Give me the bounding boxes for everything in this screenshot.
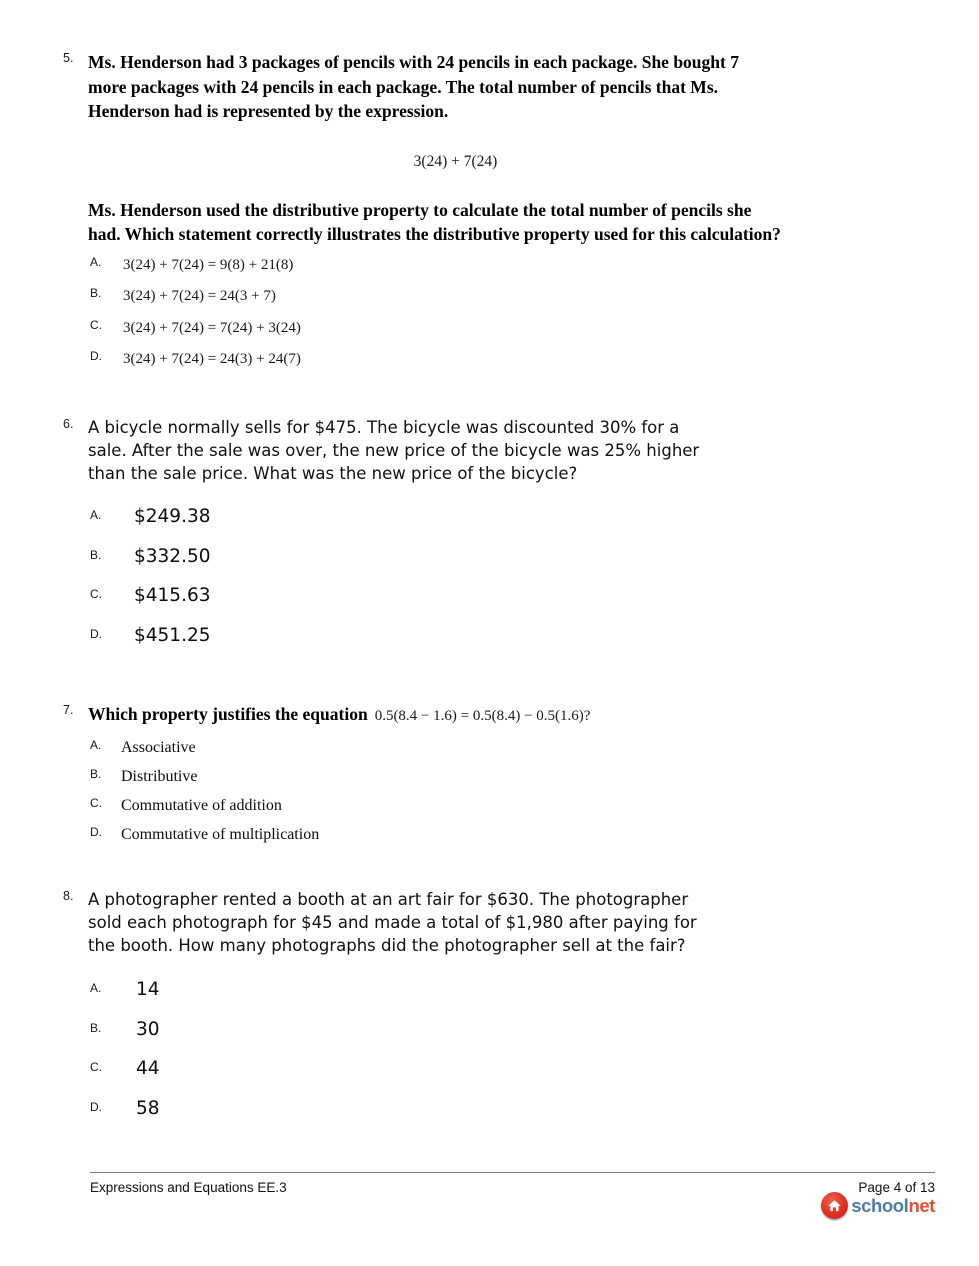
question-text-line: A photographer rented a booth at an art fair for $630. The photographer <box>88 890 689 909</box>
question-number: 6. <box>63 417 74 431</box>
option-text: Commutative of addition <box>121 796 282 814</box>
option-text: $249.38 <box>134 506 211 527</box>
option-text: 30 <box>136 1018 160 1040</box>
question-6 <box>0 416 979 664</box>
option-letter: D. <box>90 626 102 641</box>
question-5 <box>0 50 979 383</box>
option-a <box>88 739 979 768</box>
footer-divider <box>90 1172 935 1173</box>
footer-standard-label: Expressions and Equations EE.3 <box>90 1180 287 1195</box>
option-c <box>88 585 979 625</box>
question-text <box>88 888 979 957</box>
option-text: 3(24) + 7(24) = 24(3 + 7) <box>123 288 276 304</box>
question-text-line: had. Which statement correctly illustrates the distributive property used for this calculation? <box>88 224 781 244</box>
question-text-line: more packages with 24 pencils in each package. The total number of pencils that Ms. <box>88 76 719 97</box>
math-expression: 0.5(8.4 − 1.6) = 0.5(8.4) − 0.5(1.6)? <box>374 708 591 724</box>
answer-options <box>88 254 979 383</box>
option-b <box>88 546 979 586</box>
option-letter: D. <box>90 1099 102 1114</box>
question-number: 8. <box>63 889 74 903</box>
question-text-line: than the sale price. What was the new price of the bicycle? <box>88 464 578 483</box>
question-text-line: A bicycle normally sells for $475. The bicycle was discounted 30% for a <box>88 418 680 437</box>
option-d <box>88 826 979 855</box>
question-7 <box>0 702 979 855</box>
option-b <box>88 288 979 320</box>
question-text <box>88 416 979 485</box>
question-8 <box>0 888 979 1137</box>
question-text-line: Ms. Henderson used the distributive property to calculate the total number of pencils she <box>88 199 752 220</box>
question-text-line: the booth. How many photographs did the photographer sell at the fair? <box>88 936 686 955</box>
question-text <box>88 702 979 727</box>
schoolnet-house-icon <box>821 1192 848 1219</box>
option-letter: A. <box>90 508 102 522</box>
option-d <box>88 1098 979 1138</box>
logo-school-text: school <box>851 1195 909 1216</box>
option-letter: A. <box>90 737 102 752</box>
option-letter: D. <box>90 349 102 363</box>
option-letter: C. <box>90 317 102 332</box>
option-text: Associative <box>121 738 196 756</box>
option-letter: C. <box>90 1060 102 1074</box>
option-letter: B. <box>90 547 102 562</box>
question-text-bold: Which property justifies the equation <box>88 704 368 724</box>
question-text-line: sold each photograph for $45 and made a total of $1,980 after paying for <box>88 913 697 932</box>
option-text: 3(24) + 7(24) = 9(8) + 21(8) <box>123 256 294 273</box>
schoolnet-logo <box>821 1192 935 1219</box>
question-number: 7. <box>63 703 74 717</box>
option-a <box>88 506 979 546</box>
answer-options <box>88 739 979 855</box>
question-text <box>88 50 979 124</box>
option-letter: C. <box>90 795 102 810</box>
option-text: Distributive <box>121 767 198 785</box>
option-b <box>88 768 979 797</box>
question-text-line: Henderson had is represented by the expression. <box>88 101 449 121</box>
schoolnet-logo-text <box>851 1192 935 1219</box>
page-indicator: Page 4 of 13 <box>858 1180 935 1195</box>
logo-net-text: net <box>908 1195 935 1216</box>
option-text: 14 <box>136 979 160 1000</box>
option-text: Commutative of multiplication <box>121 825 320 843</box>
option-text: $451.25 <box>134 624 211 646</box>
option-d <box>88 625 979 665</box>
option-letter: B. <box>90 766 102 781</box>
option-text: 58 <box>136 1097 160 1119</box>
footer <box>90 1180 935 1195</box>
option-text: $332.50 <box>134 545 211 567</box>
option-text: $415.63 <box>134 585 211 606</box>
answer-options <box>88 506 979 664</box>
option-text: 3(24) + 7(24) = 24(3) + 24(7) <box>123 351 301 367</box>
option-c <box>88 317 979 352</box>
option-d <box>88 351 979 383</box>
question-text-line: sale. After the sale was over, the new price of the bicycle was 25% higher <box>88 441 700 460</box>
option-a <box>88 254 979 289</box>
option-letter: D. <box>90 824 102 839</box>
option-a <box>88 979 979 1019</box>
math-expression: 3(24) + 7(24) <box>413 152 498 170</box>
option-letter: B. <box>90 1020 102 1035</box>
option-letter: A. <box>90 254 102 269</box>
answer-options <box>88 979 979 1137</box>
option-text: 44 <box>136 1058 160 1079</box>
option-letter: A. <box>90 981 102 995</box>
question-text-line: Ms. Henderson had 3 packages of pencils with 24 pencils in each package. She bought 7 <box>88 52 739 72</box>
option-b <box>88 1019 979 1059</box>
option-letter: C. <box>90 587 102 601</box>
option-letter: B. <box>90 286 102 300</box>
question-text <box>88 198 979 247</box>
option-text: 3(24) + 7(24) = 7(24) + 3(24) <box>123 319 301 336</box>
option-c <box>88 797 979 826</box>
question-number: 5. <box>63 51 74 65</box>
option-c <box>88 1058 979 1098</box>
